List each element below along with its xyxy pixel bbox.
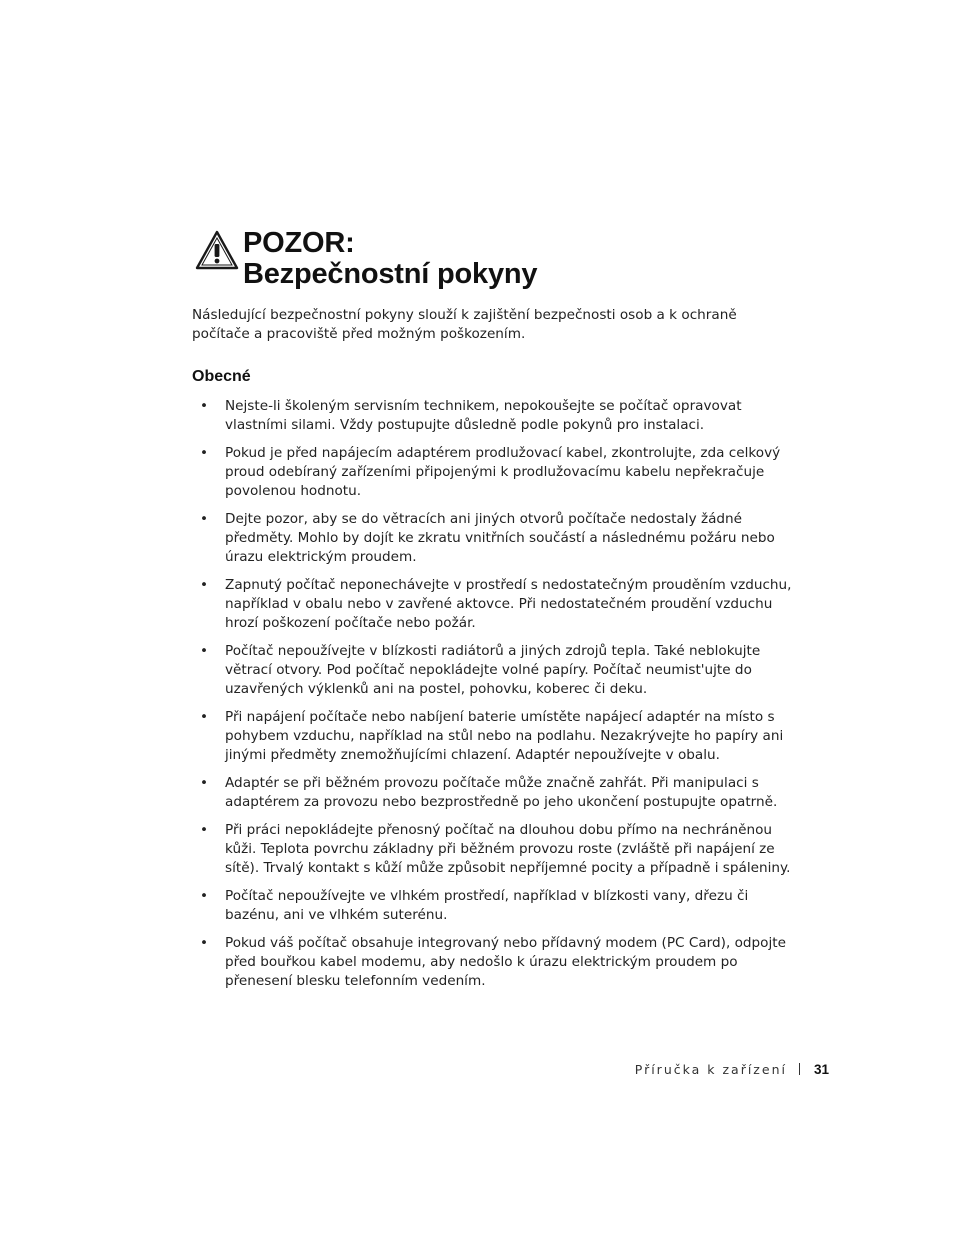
bullet-glyph: • [200,822,209,838]
list-item-text: Při napájení počítače nebo nabíjení baterie umístěte napájecí adaptér na místo s pohybem vzduchu, například na stůl nebo na podlahu. Nezakrývejte ho papíry ani jinými předměty znemožňujícími chlazení. Adaptér nepoužívejte v obalu. [225,709,784,763]
list-item-text: Počítač nepoužívejte v blízkosti radiátorů a jiných zdrojů tepla. Také neblokujte větrací otvory. Pod počítač nepokládejte volné papíry. Počítač neumist'ujte do uzavřených výklenků ani na postel, pohovku, koberec či deku. [225,643,761,697]
bullet-glyph: • [200,511,209,527]
list-item [192,821,804,878]
list-item-text: Zapnutý počítač neponechávejte v prostředí s nedostatečným prouděním vzduchu, například v obalu nebo v zavřené aktovce. Při nedostatečném proudění vzduchu hrozí poškození počítače nebo požár. [225,577,792,631]
intro-paragraph: Následující bezpečnostní pokyny slouží k zajištění bezpečnosti osob a k ochraně počítače a pracoviště před možným poškozením. [192,307,737,342]
page-number: 31 [813,1062,829,1077]
list-item [192,576,804,633]
list-item-text: Pokud je před napájecím adaptérem prodlužovací kabel, zkontrolujte, zda celkový proud odebíraný zařízeními připojenými k prodlužovacímu kabelu nepřekračuje povolenou hodnotu. [225,445,781,499]
list-item-text: Nejste-li školeným servisním technikem, nepokoušejte se počítač opravovat vlastními silami. Vždy postupujte důsledně podle pokynů pro instalaci. [225,398,742,433]
bullet-glyph: • [200,775,209,791]
bullet-glyph: • [200,888,209,904]
bullet-glyph: • [200,398,209,414]
list-item [192,444,804,501]
list-item [192,510,804,567]
list-item [192,774,804,812]
section-heading [195,228,815,290]
list-item [192,397,804,435]
list-item [192,934,804,991]
page-footer [635,1061,829,1079]
page-title: Bezpečnostní pokyny [243,258,538,290]
warning-triangle-icon [195,230,239,270]
list-item [192,642,804,699]
footer-manual-title: Příručka k zařízení [634,1062,787,1077]
safety-instructions-list [192,397,804,1000]
bullet-glyph: • [200,577,209,593]
bullet-glyph: • [200,643,209,659]
heading-caution-label: POZOR: [243,227,355,259]
list-item [192,887,804,925]
section-title-general: Obecné [192,368,251,385]
list-item-text: Při práci nepokládejte přenosný počítač na dlouhou dobu přímo na nechráněnou kůži. Teplota povrchu základny při běžném provozu roste (zvláště při napájení ze sítě). Trvalý kontakt s kůží může způsobit nepříjemné pocity a případně i spáleniny. [225,822,791,876]
list-item-text: Dejte pozor, aby se do větracích ani jiných otvorů počítače nedostaly žádné předměty. Mohlo by dojít ke zkratu vnitřních součástí a následnému požáru nebo úrazu elektrickým proudem. [225,511,775,565]
list-item [192,708,804,765]
list-item-text: Pokud váš počítač obsahuje integrovaný nebo přídavný modem (PC Card), odpojte před bouřkou kabel modemu, aby nedošlo k úrazu elektrickým proudem po přenesení blesku telefonním vedením. [225,935,786,989]
bullet-glyph: • [200,709,209,725]
bullet-glyph: • [200,935,209,951]
list-item-text: Počítač nepoužívejte ve vlhkém prostředí, například v blízkosti vany, dřezu či bazénu, ani ve vlhkém suterénu. [225,888,749,923]
bullet-glyph: • [200,445,209,461]
list-item-text: Adaptér se při běžném provozu počítače může značně zahřát. Při manipulaci s adaptérem za provozu nebo bezprostředně po jeho ukončení postupujte opatrně. [225,775,778,810]
footer-divider [799,1063,800,1075]
